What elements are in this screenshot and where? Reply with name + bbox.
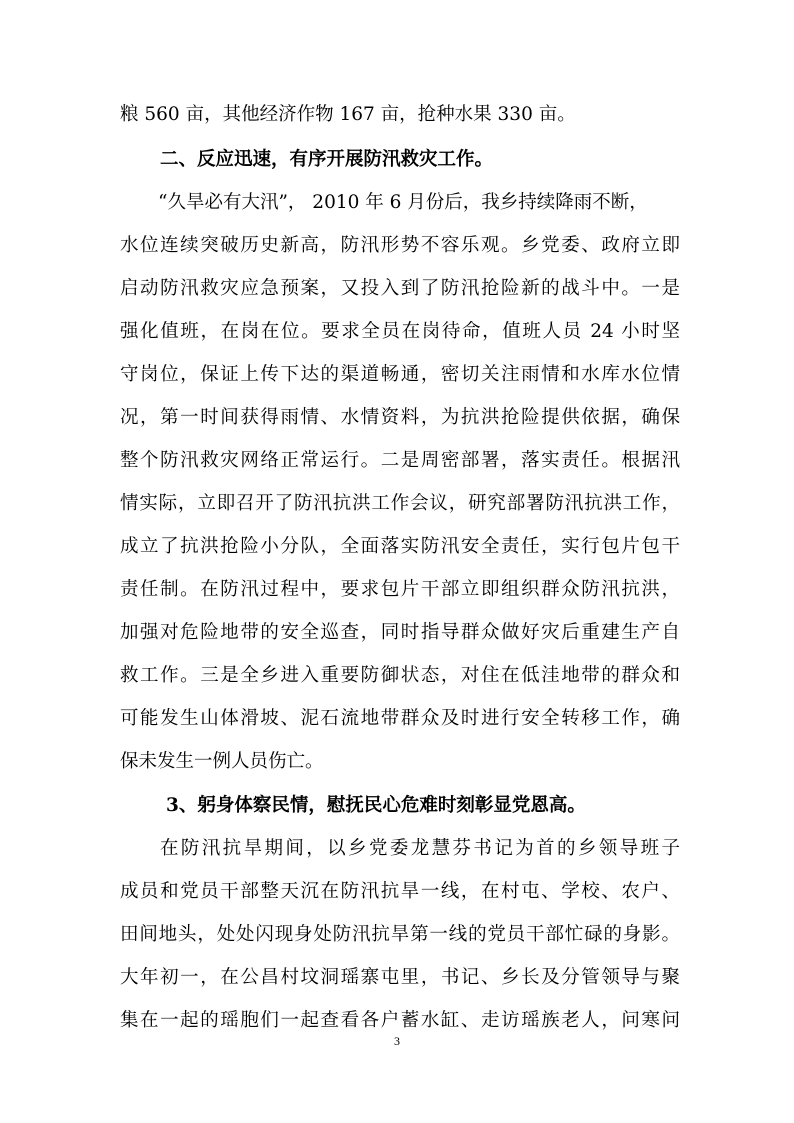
body-text-line: 成立了抗洪抢险小分队，全面落实防汛安全责任，实行包片包干 [120, 536, 680, 557]
body-text-line: 大年初一，在公昌村坟洞瑶寨屯里，书记、乡长及分管领导与聚 [120, 967, 680, 988]
section-heading: 二、反应迅速，有序开展防汛救灾工作。 [160, 149, 494, 170]
body-text-line: 救工作。三是全乡进入重要防御状态，对住在低洼地带的群众和 [120, 665, 680, 686]
paragraph-first-line: 在防汛抗旱期间，以乡党委龙慧芬书记为首的乡领导班子 [160, 838, 680, 859]
page-number: 3 [394, 1034, 400, 1048]
body-text-line: 责任制。在防汛过程中，要求包片干部立即组织群众防汛抗洪， [120, 579, 680, 600]
body-text-line: 集在一起的瑶胞们一起查看各户蓄水缸、走访瑶族老人，问寒问 [120, 1010, 680, 1031]
body-text-line: 可能发生山体滑坡、泥石流地带群众及时进行安全转移工作，确 [120, 708, 680, 729]
body-text-line: 田间地头，处处闪现身处防汛抗旱第一线的党员干部忙碌的身影。 [120, 924, 680, 945]
body-text-line: 保未发生一例人员伤亡。 [120, 751, 324, 772]
body-text-line: 整个防汛救灾网络正常运行。二是周密部署，落实责任。根据汛 [120, 450, 680, 471]
body-text-line: 况，第一时间获得雨情、水情资料，为抗洪抢险提供依据，确保 [120, 407, 680, 428]
body-text-line: 启动防汛救灾应急预案，又投入到了防汛抢险新的战斗中。一是 [120, 278, 680, 299]
body-text-line: 水位连续突破历史新高，防汛形势不容乐观。乡党委、政府立即 [120, 235, 680, 256]
paragraph-first-line: “久旱必有大汛”， 2010 年 6 月份后，我乡持续降雨不断， [158, 192, 648, 213]
body-text-line: 强化值班，在岗在位。要求全员在岗待命，值班人员 24 小时坚 [120, 321, 680, 342]
body-text-line: 加强对危险地带的安全巡查，同时指导群众做好灾后重建生产自 [120, 622, 680, 643]
body-text-line: 守岗位，保证上传下达的渠道畅通，密切关注雨情和水库水位情 [120, 364, 680, 385]
body-text-line: 情实际，立即召开了防汛抗洪工作会议，研究部署防汛抗洪工作， [120, 493, 680, 514]
section-heading: 3、躬身体察民情，慰抚民心危难时刻彰显党恩高。 [166, 795, 586, 816]
body-text-line: 成员和党员干部整天沉在防汛抗旱一线，在村屯、学校、农户、 [120, 881, 680, 902]
body-text-line: 粮 560 亩，其他经济作物 167 亩，抢种水果 330 亩。 [120, 104, 576, 125]
